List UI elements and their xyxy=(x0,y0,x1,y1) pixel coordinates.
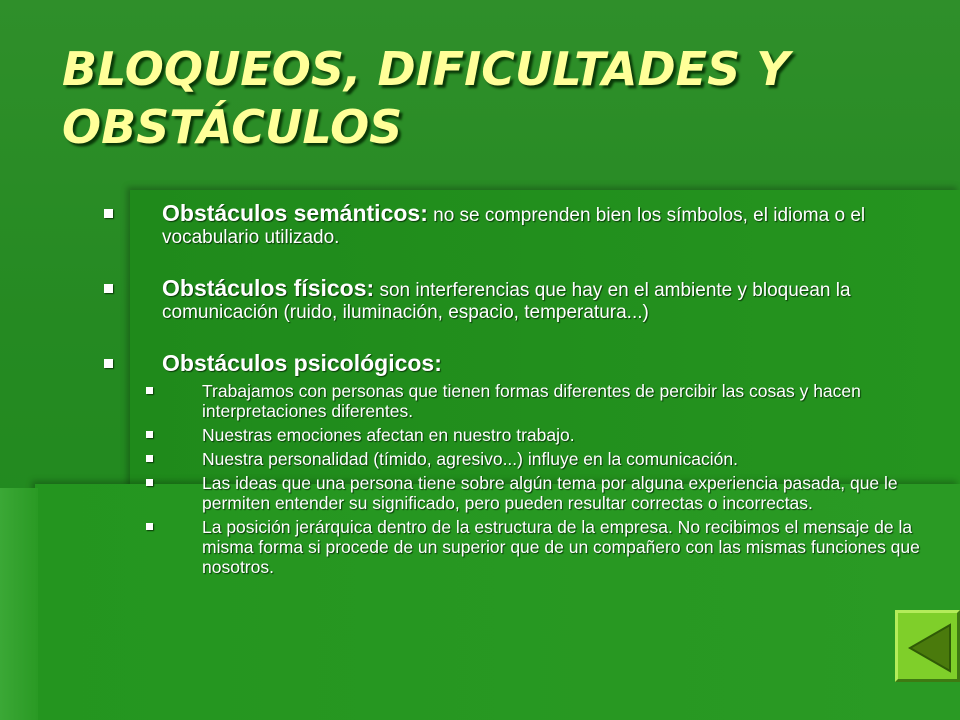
back-button[interactable] xyxy=(895,610,960,682)
sub-list-item xyxy=(100,517,920,577)
square-bullet-icon xyxy=(146,431,153,438)
item-heading: Obstáculos físicos: xyxy=(162,275,375,301)
sub-item-text: Trabajamos con personas que tienen formas diferentes de percibir las cosas y hacen interpretaciones diferentes. xyxy=(202,381,861,421)
slide-content xyxy=(100,202,920,577)
slide-title: BLOQUEOS, DIFICULTADES Y OBSTÁCULOS xyxy=(62,42,790,154)
sub-item-text: Nuestra personalidad (tímido, agresivo...) influye en la comunicación. xyxy=(202,449,738,469)
square-bullet-icon xyxy=(146,523,153,530)
square-bullet-icon xyxy=(104,209,113,218)
list-item-semantic xyxy=(100,202,920,249)
square-bullet-icon xyxy=(146,387,153,394)
square-bullet-icon xyxy=(146,455,153,462)
sub-list-item xyxy=(100,473,920,513)
list-item-psychological xyxy=(100,352,920,577)
sub-list-item xyxy=(100,425,920,445)
item-heading: Obstáculos semánticos: xyxy=(162,200,428,226)
back-arrow-icon xyxy=(906,621,954,675)
item-heading: Obstáculos psicológicos: xyxy=(162,350,442,376)
item-text: son interferencias que hay en el ambiente y bloquean la comunicación (ruido, iluminación, espacio, temperatura...) xyxy=(162,280,851,323)
sub-list-item xyxy=(100,449,920,469)
sub-item-text: Las ideas que una persona tiene sobre algún tema por alguna experiencia pasada, que le permiten entender su significado, pero pueden resultar correctas o incorrectas. xyxy=(202,473,898,513)
list-item-physical xyxy=(100,277,920,324)
background-strip xyxy=(0,488,38,720)
sub-list-item xyxy=(100,381,920,421)
square-bullet-icon xyxy=(104,359,113,368)
square-bullet-icon xyxy=(104,284,113,293)
square-bullet-icon xyxy=(146,479,153,486)
sub-item-text: Nuestras emociones afectan en nuestro trabajo. xyxy=(202,425,575,445)
sub-item-text: La posición jerárquica dentro de la estructura de la empresa. No recibimos el mensaje de la misma forma si procede de un superior que de un compañero con las mismas funciones que nosotros. xyxy=(202,517,920,577)
sub-list xyxy=(162,381,920,577)
item-text: no se comprenden bien los símbolos, el idioma o el vocabulario utilizado. xyxy=(162,205,866,248)
